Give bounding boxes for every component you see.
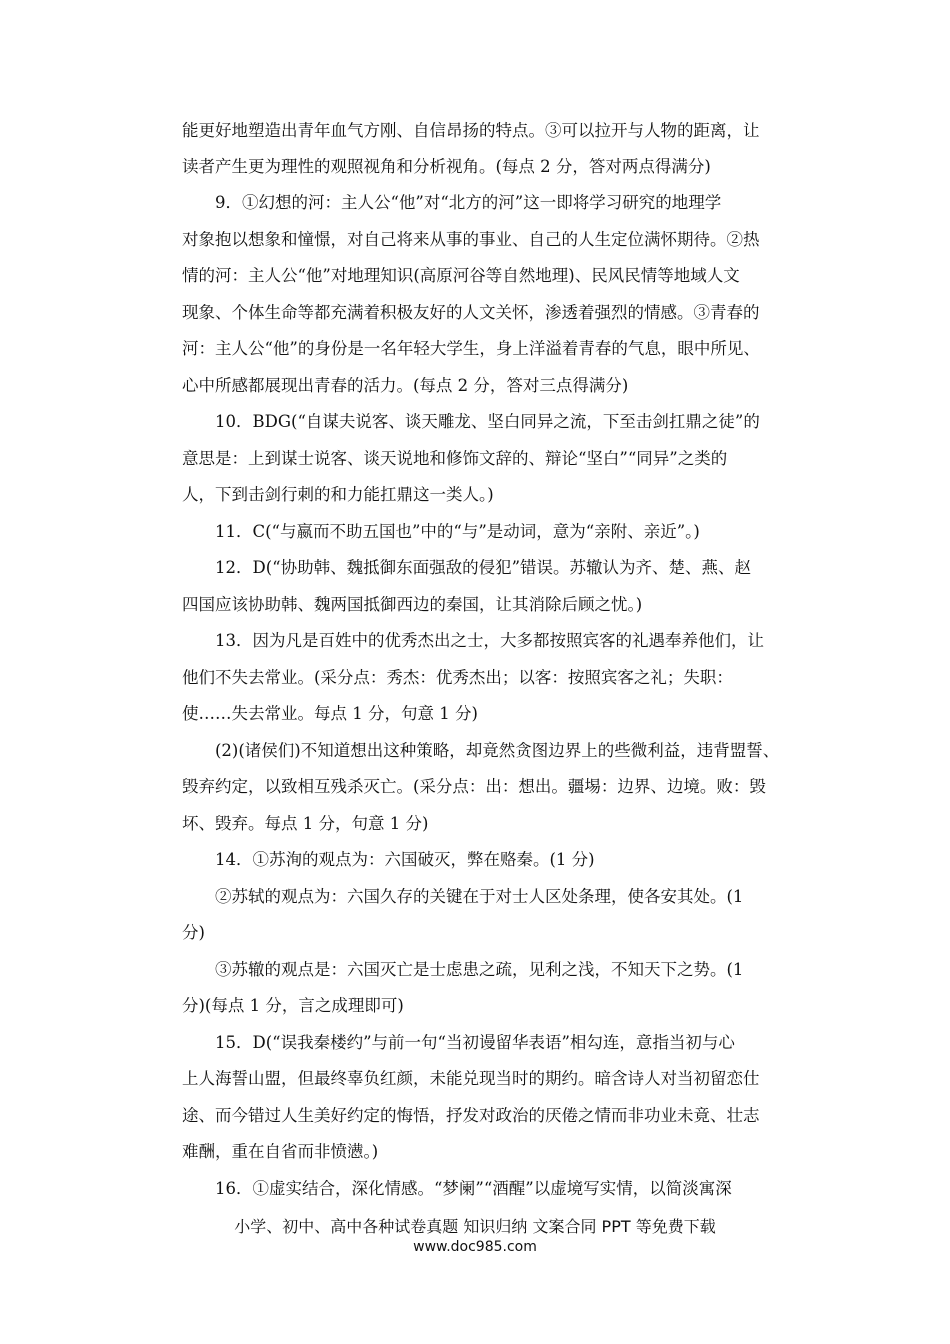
text-line: 15．D(“误我秦楼约”与前一句“当初谩留华表语”相勾连，意指当初与心	[215, 1033, 735, 1052]
text-line: 他们不失去常业。(采分点：秀杰：优秀杰出；以客：按照宾客之礼；失职：	[182, 668, 733, 687]
text-line: 难酬，重在自省而非愤懑。)	[182, 1142, 379, 1161]
text-line: 心中所感都展现出青春的活力。(每点 2 分，答对三点得满分)	[182, 376, 629, 395]
text-line: ②苏轼的观点为：六国久存的关键在于对士人区处条理，使各安其处。(1	[215, 887, 744, 906]
text-line: (2)(诸侯们)不知道想出这种策略，却竟然贪图边界上的些微利益，违背盟誓、	[215, 741, 780, 760]
text-line: 16．①虚实结合，深化情感。“梦阑”“酒醒”以虚境写实情，以简淡寓深	[215, 1179, 732, 1198]
text-line: 11．C(“与嬴而不助五国也”中的“与”是动词，意为“亲附、亲近”。)	[215, 522, 700, 541]
text-line: 情的河：主人公“他”对地理知识(高原河谷等自然地理)、民风民情等地域人文	[182, 266, 740, 285]
text-line: 四国应该协助韩、魏两国抵御西边的秦国，让其消除后顾之忧。)	[182, 595, 643, 614]
text-line: 人，下到击剑行刺的和力能扛鼎这一类人。)	[182, 485, 494, 504]
text-line: 9．①幻想的河：主人公“他”对“北方的河”这一即将学习研究的地理学	[215, 193, 722, 212]
text-line: 能更好地塑造出青年血气方刚、自信昂扬的特点。③可以拉开与人物的距离，让	[182, 121, 760, 140]
text-line: 14．①苏洵的观点为：六国破灭，弊在赂秦。(1 分)	[215, 850, 595, 869]
text-line: 上人海誓山盟，但最终辜负红颜，未能兑现当时的期约。暗含诗人对当初留恋仕	[182, 1069, 760, 1088]
text-line: 坏、毁弃。每点 1 分，句意 1 分)	[182, 814, 429, 833]
text-line: 分)	[182, 923, 205, 942]
footer-url[interactable]: www.doc985.com	[413, 1239, 537, 1255]
text-line: 对象抱以想象和憧憬，对自己将来从事的事业、自己的人生定位满怀期待。②热	[182, 230, 760, 249]
text-line: 河：主人公“他”的身份是一名年轻大学生，身上洋溢着青春的气息，眼中所见、	[182, 339, 760, 358]
text-line: 10．BDG(“自谋夫说客、谈天雕龙、坚白同异之流，下至击剑扛鼎之徒”的	[215, 412, 760, 431]
text-line: 13．因为凡是百姓中的优秀杰出之士，大多都按照宾客的礼遇奉养他们，让	[215, 631, 764, 650]
footer-promo-text: 小学、初中、高中各种试卷真题 知识归纳 文案合同 PPT 等免费下载	[234, 1217, 716, 1236]
text-line: 途、而今错过人生美好约定的悔悟，抒发对政治的厌倦之情而非功业未竟、壮志	[182, 1106, 760, 1125]
text-line: 毁弃约定，以致相互残杀灭亡。(采分点：出：想出。疆埸：边界、边境。败：毁	[182, 777, 766, 796]
text-line: 分)(每点 1 分，言之成理即可)	[182, 996, 404, 1015]
text-line: 现象、个体生命等都充满着积极友好的人文关怀，渗透着强烈的情感。③青春的	[182, 303, 760, 322]
text-line: 读者产生更为理性的观照视角和分析视角。(每点 2 分，答对两点得满分)	[182, 157, 711, 176]
text-line: 意思是：上到谋士说客、谈天说地和修饰文辞的、辩论“坚白”“同异”之类的	[182, 449, 728, 468]
text-line: 使……失去常业。每点 1 分，句意 1 分)	[182, 704, 478, 723]
text-line: 12．D(“协助韩、魏抵御东面强敌的侵犯”错误。苏辙认为齐、楚、燕、赵	[215, 558, 752, 577]
text-line: ③苏辙的观点是：六国灭亡是士虑患之疏，见利之浅，不知天下之势。(1	[215, 960, 744, 979]
